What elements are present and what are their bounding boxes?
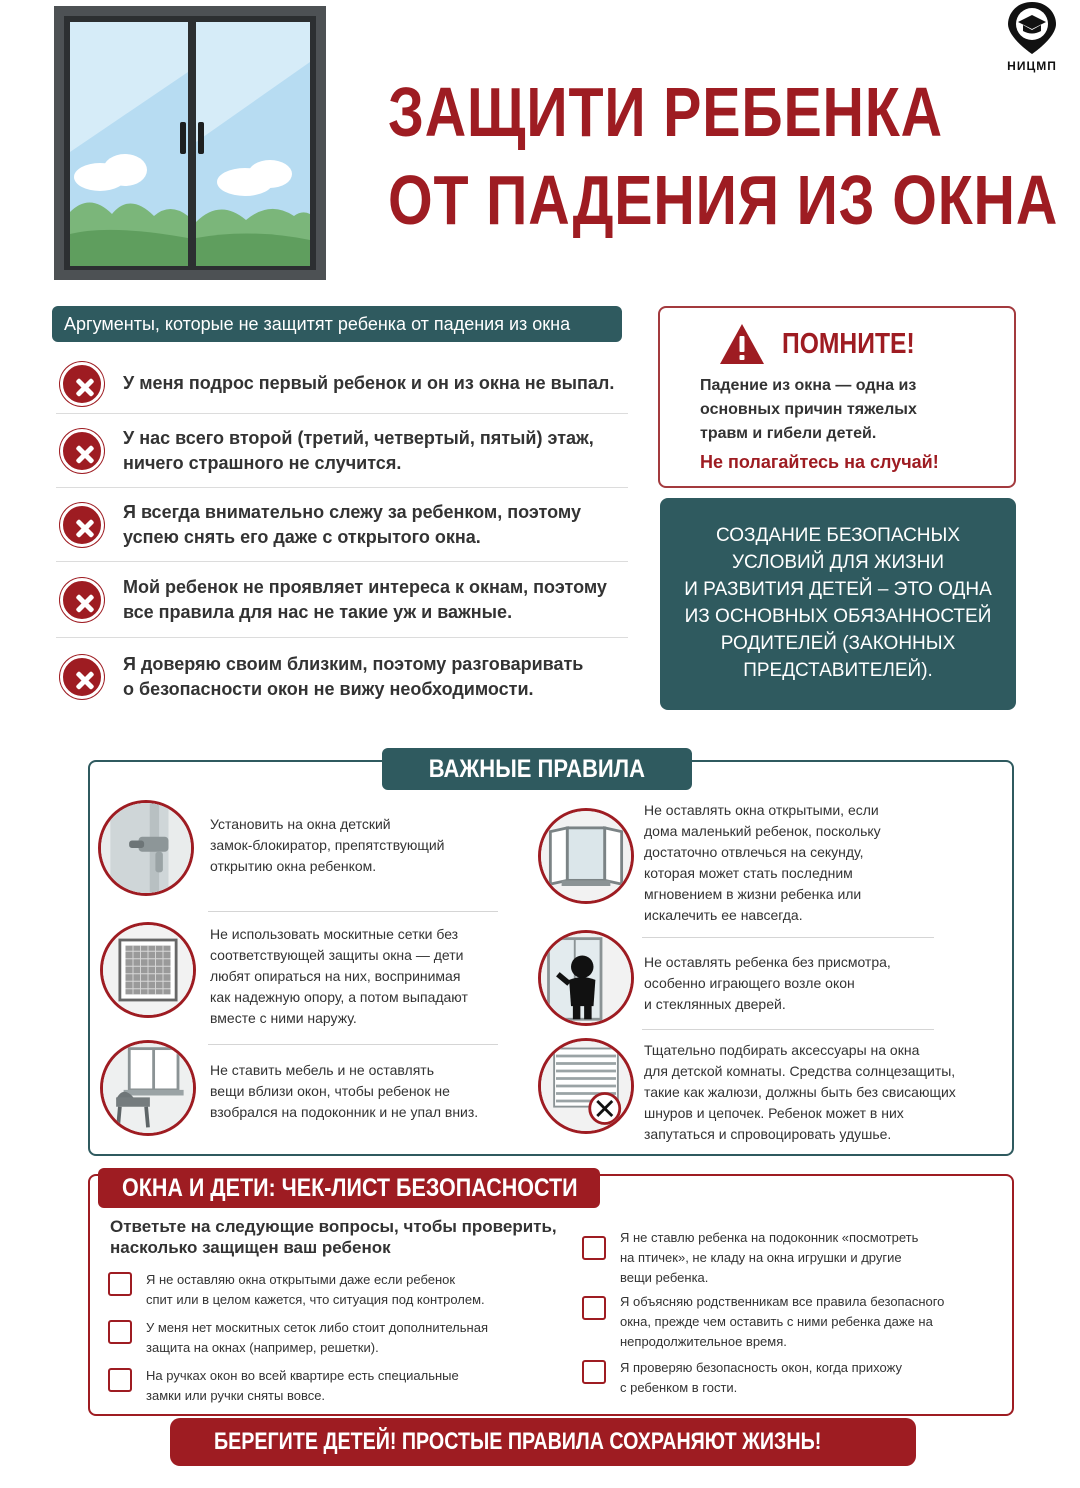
checklist-item [146,1366,546,1406]
argument-text: Мой ребенок не проявляет интереса к окнам, поэтому [123,576,607,597]
rules-heading-text: ВАЖНЫЕ ПРАВИЛА [428,755,646,783]
checklist-item [620,1358,990,1398]
window-illustration [50,2,330,284]
warning-icon [718,322,766,366]
rule-line: Не оставлять ребенка без присмотра, [644,954,891,970]
rule-line: соответствующей защиты окна — дети [210,947,464,963]
rule-line: шнуров и цепочек. Ребенок может в них [644,1105,904,1121]
argument-item [56,354,628,414]
rule-text [210,814,510,877]
remember-title: ПОМНИТЕ! [782,327,915,360]
rule-line: искалечить ее навсегда. [644,907,803,923]
rule-line: Не оставлять окна открытыми, если [644,802,879,818]
argument-text: о безопасности окон не вижу необходимости. [123,679,534,699]
rules-heading [382,748,692,790]
duty-line: УСЛОВИЙ ДЛЯ ЖИЗНИ [731,552,945,573]
checklist-line: Я проверяю безопасность окон, когда прихожу [620,1360,902,1375]
checklist-intro-line: насколько защищен ваш ребенок [110,1238,391,1257]
cross-icon [60,362,104,406]
checklist-item [146,1318,546,1358]
checklist-line: Я не ставлю ребенка на подоконник «посмотреть [620,1230,919,1245]
argument-text: Я доверяю своим близким, поэтому разговаривать [123,654,584,674]
cross-icon [60,503,104,547]
rule-line: Не ставить мебель и не оставлять [210,1062,434,1078]
rule-divider [208,911,498,912]
rule-text [210,1060,510,1123]
argument-text: ничего страшного не случится. [123,452,402,473]
checklist-checkbox[interactable] [108,1272,132,1296]
checklist-heading-text: ОКНА И ДЕТИ: ЧЕК-ЛИСТ БЕЗОПАСНОСТИ [122,1174,578,1202]
arguments-heading: Аргументы, которые не защитят ребенка от падения из окна [52,306,622,342]
checklist-intro-line: Ответьте на следующие вопросы, чтобы проверить, [110,1217,557,1236]
rule-text [644,800,944,926]
title-line-1: ЗАЩИТИ РЕБЕНКА [388,73,943,151]
blinds-cords-icon [538,1038,634,1134]
checklist-line: Я объясняю родственникам все правила безопасного [620,1294,945,1309]
parents-duty-box [660,498,1016,710]
logo-caption: НИЦМП [1007,59,1057,73]
rule-text [644,952,944,1015]
checklist-line: На ручках окон во всей квартире есть специальные [146,1368,459,1383]
checklist-line: вещи ребенка. [620,1270,709,1285]
open-window-icon [538,808,634,904]
checklist-checkbox[interactable] [582,1236,606,1260]
footer-banner [170,1418,916,1466]
remember-line: Падение из окна — одна из [700,377,917,394]
argument-item [56,638,628,716]
checklist-checkbox[interactable] [582,1296,606,1320]
argument-text: У меня подрос первый ребенок и он из окна не выпал. [123,373,615,393]
checklist-checkbox[interactable] [108,1320,132,1344]
arguments-list [56,354,628,716]
nicmp-logo [996,0,1068,72]
furniture-near-window-icon [100,1040,196,1136]
argument-item [56,488,628,562]
argument-text: все правила для нас не такие уж и важные. [123,601,513,622]
rule-line: Не использовать москитные сетки без [210,926,459,942]
child-at-door-icon [538,930,634,1026]
checklist-line: спит или в целом кажется, что ситуация под контролем. [146,1292,485,1307]
rule-line: для детской комнаты. Средства солнцезащиты, [644,1063,956,1079]
argument-item [56,414,628,488]
checklist-line: на птичек», не кладу на окна игрушки и другие [620,1250,902,1265]
cross-icon [60,655,104,699]
cross-icon [60,429,104,473]
argument-item [56,562,628,638]
rule-text [210,924,510,1029]
checklist-item [620,1292,990,1352]
checklist-item [620,1228,990,1288]
argument-text: Я всегда внимательно слежу за ребенком, поэтому [123,501,581,522]
rule-line: и стеклянных дверей. [644,996,786,1012]
rule-line: открытию окна ребенком. [210,858,377,874]
rule-line: любят опираться на них, воспринимая [210,968,461,984]
rule-divider [208,1044,498,1045]
footer-text: БЕРЕГИТЕ ДЕТЕЙ! ПРОСТЫЕ ПРАВИЛА СОХРАНЯЮТ ЖИЗНЬ! [214,1428,822,1455]
rule-line: Тщательно подбирать аксессуары на окна [644,1042,920,1058]
duty-line: РОДИТЕЛЕЙ (ЗАКОННЫХ [720,633,956,654]
rule-line: особенно играющего возле окон [644,975,855,991]
remember-alert: Не полагайтесь на случай! [700,452,939,472]
rule-line: как надежную опору, а потом выпадают [210,989,468,1005]
rule-divider [642,1029,934,1030]
rule-line: замок-блокиратор, препятствующий [210,837,445,853]
rule-text [644,1040,984,1145]
remember-text [700,374,990,446]
checklist-line: с ребенком в гости. [620,1380,738,1395]
rule-line: достаточно отвлечься на секунду, [644,844,864,860]
checklist-line: непродолжительное время. [620,1334,787,1349]
argument-text: У нас всего второй (третий, четвертый, пятый) этаж, [123,427,594,448]
rule-line: запутаться и спровоцировать удушье. [644,1126,892,1142]
remember-box [658,306,1016,488]
rule-line: которая может стать последним [644,865,853,881]
rule-line: взобрался на подоконник и не упал вниз. [210,1104,479,1120]
rule-line: вместе с ними наружу. [210,1010,357,1026]
rule-divider [642,937,934,938]
graduation-cap-pin-icon [1002,0,1062,56]
checklist-heading [98,1168,600,1208]
checklist-intro [110,1216,570,1258]
checklist-checkbox[interactable] [108,1368,132,1392]
duty-line: ПРЕДСТАВИТЕЛЕЙ). [743,660,933,681]
rule-line: дома маленький ребенок, поскольку [644,823,881,839]
window-lock-icon [98,800,194,896]
duty-line: СОЗДАНИЕ БЕЗОПАСНЫХ [715,525,961,546]
checklist-line: замки или ручки сняты вовсе. [146,1388,326,1403]
rule-line: вещи вблизи окон, чтобы ребенок не [210,1083,450,1099]
checklist-line: защита на окнах (например, решетки). [146,1340,379,1355]
rule-line: мгновением в жизни ребенка или [644,886,862,902]
duty-line: И РАЗВИТИЯ ДЕТЕЙ – ЭТО ОДНА [684,579,992,600]
checklist-checkbox[interactable] [582,1360,606,1384]
cross-icon [60,578,104,622]
page-title [388,68,1059,244]
remember-line: травм и гибели детей. [700,425,877,442]
checklist-line: У меня нет москитных сеток либо стоит дополнительная [146,1320,488,1335]
checklist-line: Я не оставляю окна открытыми даже если ребенок [146,1272,456,1287]
rule-line: такие как жалюзи, должны быть без свисающих [644,1084,956,1100]
duty-line: ИЗ ОСНОВНЫХ ОБЯЗАННОСТЕЙ [684,606,992,627]
title-line-2: ОТ ПАДЕНИЯ ИЗ ОКНА [388,161,1059,239]
checklist-item [146,1270,546,1310]
remember-line: основных причин тяжелых [700,401,917,418]
mosquito-net-icon [100,922,196,1018]
argument-text: успею снять его даже с открытого окна. [123,526,481,547]
rule-line: Установить на окна детский [210,816,391,832]
checklist-line: окна, прежде чем оставить с ними ребенка даже на [620,1314,933,1329]
